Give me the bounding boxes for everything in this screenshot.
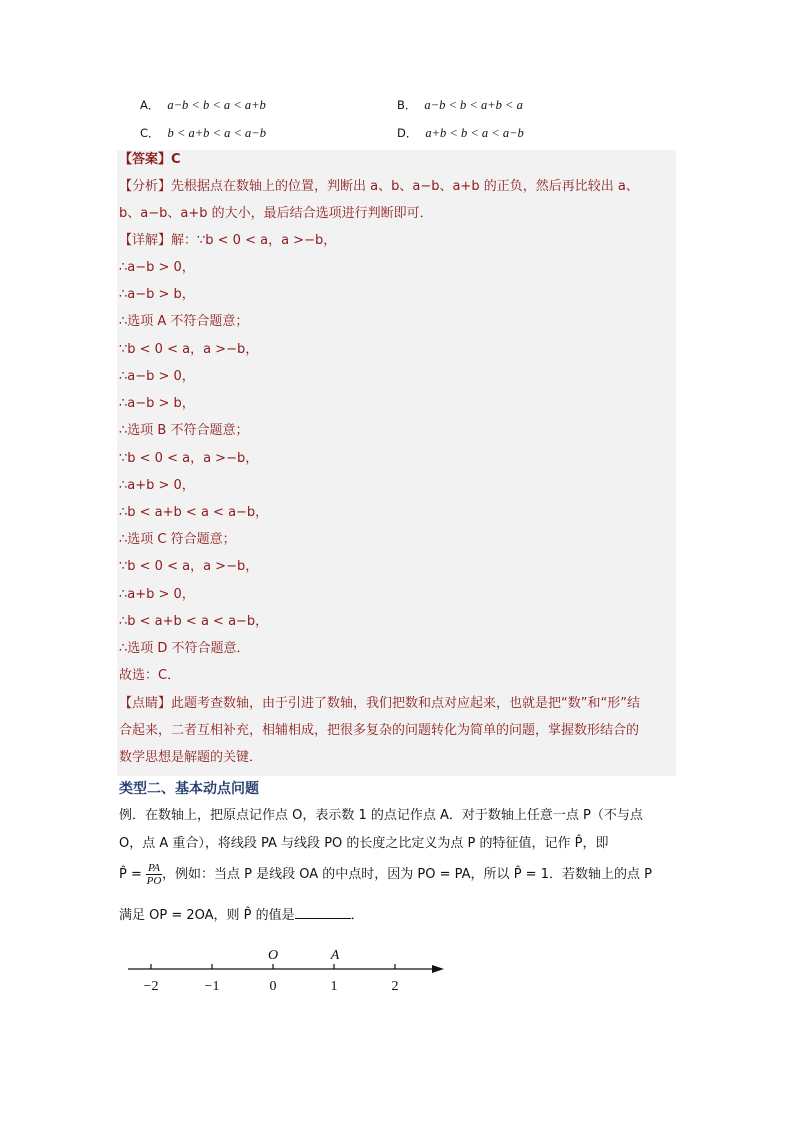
- detail-line: ∵b < 0 < a，a >−b，: [119, 451, 259, 466]
- option-b-text: a−b < b < a+b < a: [424, 98, 523, 112]
- tick-label: 0: [269, 979, 277, 994]
- detail-line: 故选：C．: [119, 668, 181, 683]
- answer-label: 【答案】C: [119, 152, 181, 167]
- problem-line-1: 例．在数轴上，把原点记作点 O，表示数 1 的点记作点 A．对于数轴上任意一点 P（不与点: [119, 808, 643, 823]
- comment-line-1: 【点睛】此题考查数轴，由于引进了数轴，我们把数和点对应起来，也就是把“数”和“形”结: [119, 696, 640, 711]
- detail-line: ∴a−b > b，: [119, 396, 195, 411]
- detail-line: ∵b < 0 < a，a >−b，: [119, 342, 259, 357]
- detail-line: ∴b < a+b < a < a−b，: [119, 614, 269, 629]
- detail-line: ∴b < a+b < a < a−b，: [119, 505, 269, 520]
- option-b-key: B．: [397, 98, 417, 112]
- tick-label: 1: [330, 979, 338, 994]
- option-d-key: D．: [397, 126, 418, 140]
- option-a-key: A．: [140, 98, 160, 112]
- tick-label: −1: [204, 979, 220, 994]
- option-d: [397, 125, 524, 141]
- tick-label: 2: [391, 979, 399, 994]
- option-c-key: C．: [140, 126, 160, 140]
- detail-line: 【详解】解：∵b < 0 < a，a >−b，: [119, 233, 337, 248]
- comment-line-2: 合起来，二者互相补充，相辅相成，把很多复杂的问题转化为简单的问题，掌握数形结合的: [119, 723, 640, 738]
- answer-blank: [295, 904, 351, 919]
- detail-line: ∴选项 D 不符合题意．: [119, 641, 250, 656]
- number-line-arrow-icon: [432, 965, 444, 973]
- problem-line-2: O，点 A 重合），将线段 PA 与线段 PO 的长度之比定义为点 P 的特征值，记作 P̂，即: [119, 836, 609, 851]
- option-b: [397, 97, 523, 113]
- detail-line: ∵b < 0 < a，a >−b，: [119, 559, 259, 574]
- detail-line: ∴选项 C 符合题意；: [119, 532, 236, 547]
- detail-line: ∴a+b > 0，: [119, 478, 195, 493]
- analysis-line-2: b、a−b、a+b 的大小，最后结合选项进行判断即可．: [119, 206, 433, 221]
- problem-line-4: [119, 904, 364, 926]
- option-d-text: a+b < b < a < a−b: [425, 126, 524, 140]
- analysis-line-1: 【分析】先根据点在数轴上的位置，判断出 a、b、a−b、a+b 的正负，然后再比较出 a、: [119, 179, 639, 194]
- problem-line-3-rest: ，例如：当点 P 是线段 OA 的中点时，因为 PO = PA，所以 P̂ = 1．若数轴上的点 P: [162, 867, 652, 882]
- option-c-text: b < a+b < a < a−b: [167, 126, 266, 140]
- fraction-denominator: PO: [146, 875, 162, 887]
- point-label-o: O: [267, 948, 279, 963]
- ratio-fraction: [146, 862, 162, 887]
- point-label-a: A: [330, 948, 340, 963]
- problem-line-3: [119, 862, 652, 887]
- option-a-text: a−b < b < a < a+b: [167, 98, 266, 112]
- detail-line: ∴选项 A 不符合题意；: [119, 314, 249, 329]
- option-c: [140, 125, 266, 141]
- detail-line: ∴选项 B 不符合题意；: [119, 423, 249, 438]
- comment-line-3: 数学思想是解题的关键．: [119, 750, 263, 765]
- detail-line: ∴a+b > 0，: [119, 587, 195, 602]
- detail-line: ∴a−b > 0，: [119, 369, 195, 384]
- detail-line: ∴a−b > 0，: [119, 260, 195, 275]
- tick-label: −2: [143, 979, 159, 994]
- problem-line-4-text: 满足 OP = 2OA，则 P̂ 的值是: [119, 908, 295, 923]
- section-title: 类型二、基本动点问题: [119, 781, 259, 797]
- detail-line: ∴a−b > b，: [119, 287, 195, 302]
- feature-value-prefix: P̂ =: [119, 867, 146, 882]
- fraction-numerator: PA: [148, 862, 161, 874]
- problem-line-4-end: ．: [350, 908, 364, 923]
- option-a: [140, 97, 266, 113]
